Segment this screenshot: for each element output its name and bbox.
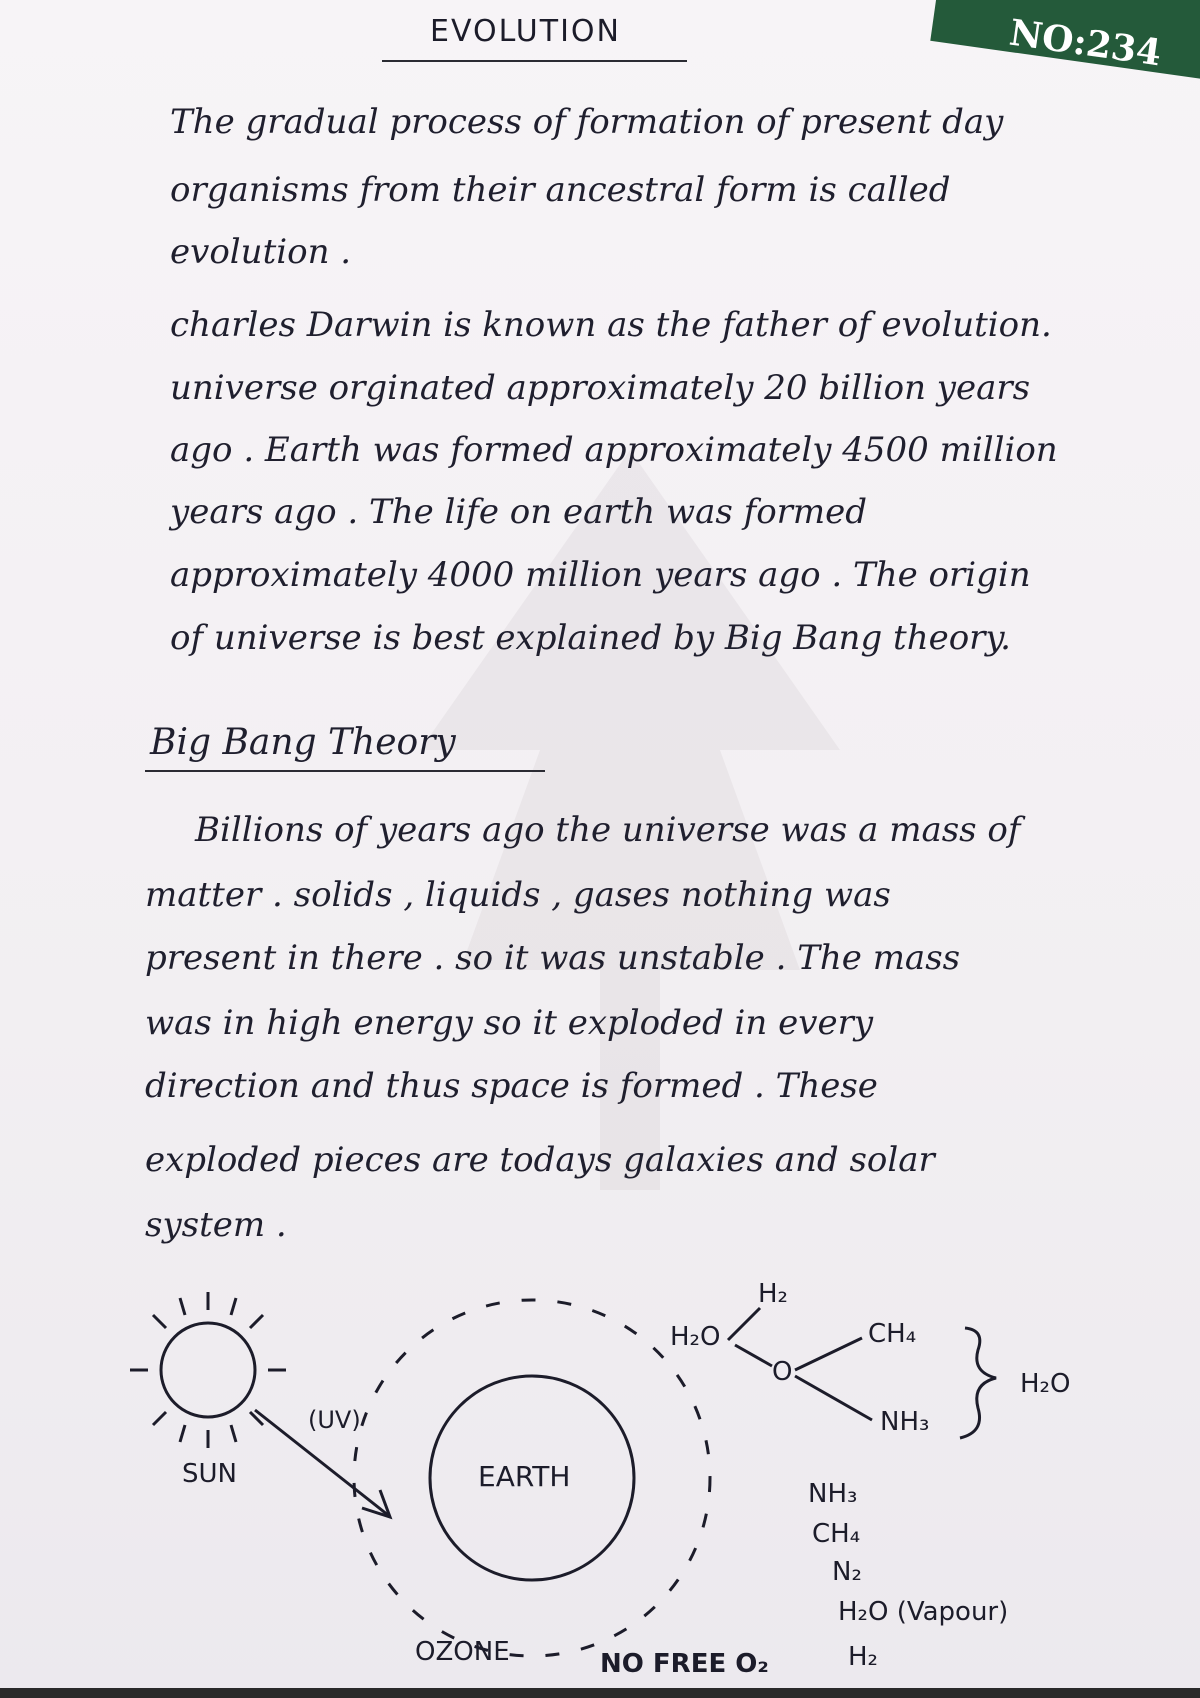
paragraph-2-line-1: charles Darwin is known as the father of evolution.: [170, 305, 1052, 345]
paragraph-2-line-2: universe orginated approximately 20 billion years: [170, 368, 1031, 408]
page-number: NO:234: [1007, 11, 1165, 75]
page-bottom-edge: [0, 1688, 1200, 1698]
h2o-right-label: H₂O: [1020, 1369, 1071, 1399]
nh3-label: NH₃: [880, 1407, 930, 1437]
sun-drawing: [130, 1292, 286, 1448]
molecule-bonds: [728, 1308, 996, 1438]
sun-label: SUN: [182, 1459, 237, 1489]
paragraph-1-line-2: organisms from their ancestral form is called: [170, 170, 951, 210]
gas-ch4: CH₄: [812, 1519, 861, 1549]
section-line-4: was in high energy so it exploded in every: [145, 1003, 874, 1043]
no-free-oxygen-label: NO FREE O₂: [600, 1649, 769, 1679]
section-line-6: exploded pieces are todays galaxies and solar: [145, 1140, 935, 1180]
paragraph-1-line-3: evolution .: [170, 232, 352, 272]
section-line-2: matter . solids , liquids , gases nothing was: [145, 875, 891, 915]
oxygen-label: O: [772, 1357, 793, 1387]
section-line-1: Billions of years ago the universe was a mass of: [195, 810, 1021, 850]
earth-label: EARTH: [478, 1460, 571, 1493]
paragraph-2-line-6: of universe is best explained by Big Bang theory.: [170, 618, 1011, 658]
section-line-7: system .: [145, 1205, 287, 1245]
page-title: EVOLUTION: [430, 14, 621, 49]
gas-nh3: NH₃: [808, 1479, 858, 1509]
ozone-label: OZONE: [415, 1637, 510, 1667]
section-heading: Big Bang Theory: [150, 722, 456, 763]
paragraph-2-line-3: ago . Earth was formed approximately 4500 million: [170, 430, 1058, 470]
paragraph-2-line-5: approximately 4000 million years ago . The origin: [170, 555, 1031, 595]
h2-label: H₂: [758, 1279, 788, 1309]
section-line-5: direction and thus space is formed . These: [145, 1066, 878, 1106]
uv-label: (UV): [308, 1406, 361, 1434]
section-line-3: present in there . so it was unstable . The mass: [145, 938, 961, 978]
gas-h2: H₂: [848, 1642, 878, 1672]
paragraph-2-line-4: years ago . The life on earth was formed: [170, 492, 868, 532]
gas-water-vapour: H₂O (Vapour): [838, 1597, 1009, 1627]
ch4-label: CH₄: [868, 1319, 917, 1349]
paragraph-1-line-1: The gradual process of formation of present day: [170, 102, 1004, 142]
h2o-left-label: H₂O: [670, 1322, 721, 1352]
gas-n2: N₂: [832, 1557, 862, 1587]
